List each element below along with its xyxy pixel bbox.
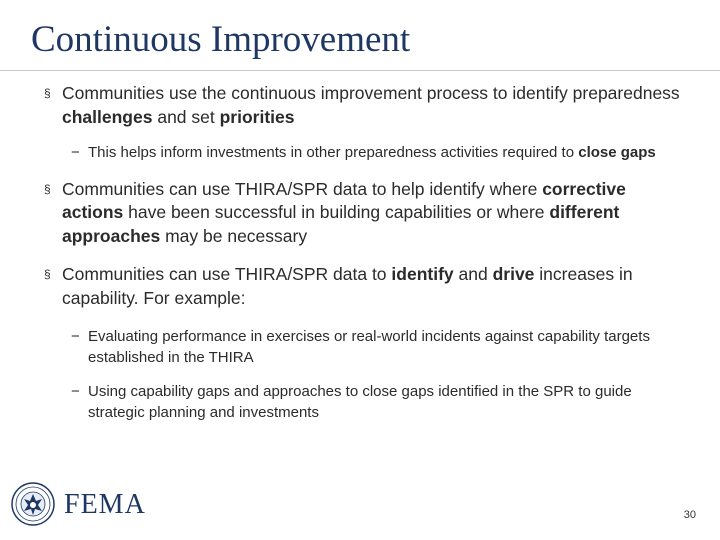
bullet-emphasis: drive <box>492 264 535 284</box>
bullet-item-3 <box>44 263 684 310</box>
bullet-text: have been successful in building capabilities or where <box>123 202 550 222</box>
title-divider <box>0 70 720 71</box>
sub-bullet-marker: − <box>71 144 80 161</box>
slide-title: Continuous Improvement <box>31 19 411 60</box>
bullet-item-2 <box>44 178 684 249</box>
sub-bullet-item-1 <box>44 143 684 164</box>
sub-bullet-item-2 <box>44 327 684 368</box>
bullet-text: may be necessary <box>160 225 308 246</box>
bullet-emphasis: priorities <box>219 106 295 127</box>
sub-bullet-marker: − <box>71 383 80 400</box>
bullet-marker: § <box>44 86 51 100</box>
sub-bullet-text: Evaluating performance in exercises or real-world incidents against capability targets established in the THIRA <box>88 328 650 366</box>
bullet-emphasis: different approaches <box>62 202 620 246</box>
sub-bullet-item-3 <box>44 382 684 423</box>
sub-bullet-emphasis: close gaps <box>578 144 656 161</box>
bullet-marker: § <box>44 267 51 281</box>
bullet-text: Communities can use THIRA/SPR data to help identify where <box>62 178 543 199</box>
fema-logo: FEMA <box>64 489 146 520</box>
bullet-text: and <box>453 264 493 284</box>
sub-bullet-marker: − <box>71 328 80 345</box>
bullet-marker: § <box>44 181 51 196</box>
sub-bullet-text: This helps inform investments in other preparedness activities required to <box>88 144 579 161</box>
bullet-text: increases in capability. For example: <box>62 264 633 308</box>
bullet-emphasis: challenges <box>62 106 153 127</box>
sub-bullet-text: Using capability gaps and approaches to close gaps identified in the SPR to guide strategic planning and investments <box>88 383 632 421</box>
bullet-text: and set <box>152 106 220 127</box>
page-number: 30 <box>683 509 696 521</box>
bullet-emphasis: identify <box>391 264 454 284</box>
bullet-emphasis: corrective actions <box>62 178 626 222</box>
bullet-item-1 <box>44 82 684 129</box>
bullet-text: Communities can use THIRA/SPR data to <box>62 264 392 284</box>
dhs-seal-icon <box>11 481 55 527</box>
slide-body <box>44 82 684 423</box>
bullet-text: Communities use the continuous improvement process to identify preparedness <box>62 83 680 103</box>
